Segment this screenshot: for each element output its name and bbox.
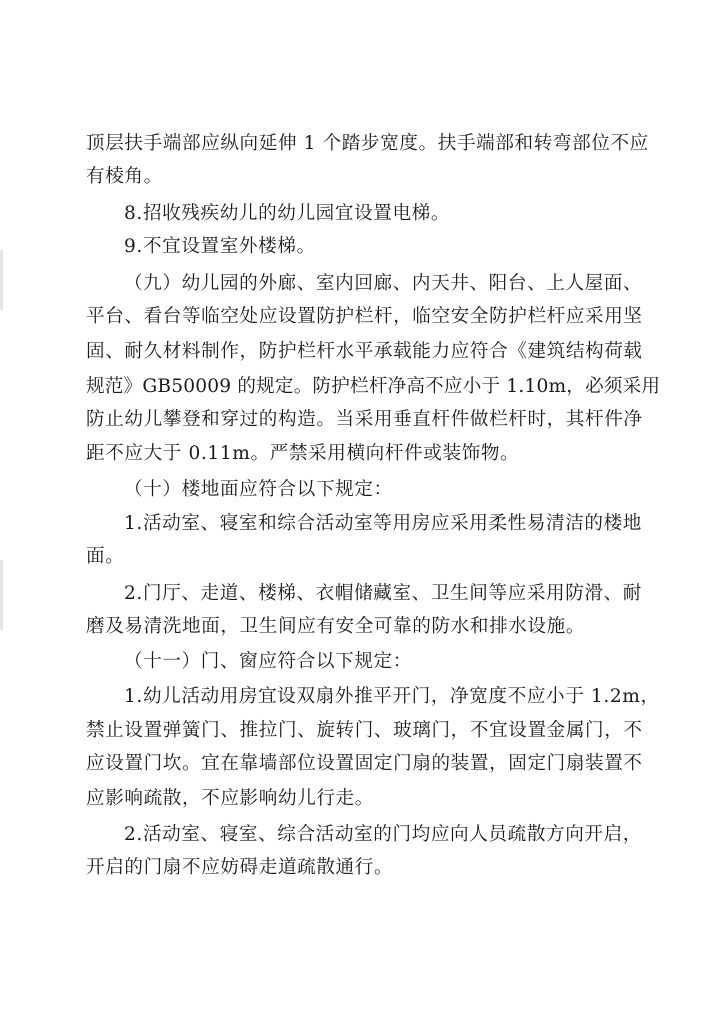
scan-edge-mark xyxy=(0,250,3,310)
text-line: 2.活动室、寝室、综合活动室的门均应向人员疏散方向开启， xyxy=(124,824,642,845)
text-line: 1.活动室、寝室和综合活动室等用房应采用柔性易清洁的楼地 xyxy=(124,513,642,534)
text-line: 平台、看台等临空处应设置防护栏杆，临空安全防护栏杆应采用坚 xyxy=(86,306,643,327)
text-line: 规范》GB50009 的规定。防护栏杆净高不应小于 1.10m，必须采用 xyxy=(86,376,661,397)
text-line: 磨及易清洗地面，卫生间应有安全可靠的防水和排水设施。 xyxy=(86,616,586,637)
text-line: 8.招收残疾幼儿的幼儿园宜设置电梯。 xyxy=(124,203,451,224)
text-line: 距不应大于 0.11m。严禁采用横向杆件或装饰物。 xyxy=(86,443,520,464)
text-line: 防止幼儿攀登和穿过的构造。当采用垂直杆件做栏杆时，其杆件净 xyxy=(86,409,643,430)
text-line: 1.幼儿活动用房宜设双扇外推平开门，净宽度不应小于 1.2m， xyxy=(124,686,660,707)
scan-edge-mark xyxy=(0,560,3,630)
text-line: 有棱角。 xyxy=(86,166,163,187)
text-line: 固、耐久材料制作，防护栏杆水平承载能力应符合《建筑结构荷载 xyxy=(86,341,643,362)
text-line: 9.不宜设置室外楼梯。 xyxy=(124,236,316,257)
text-line: 应设置门坎。宜在靠墙部位设置固定门扇的装置，固定门扇装置不 xyxy=(86,753,643,774)
text-line: 面。 xyxy=(86,546,125,567)
text-line: （九）幼儿园的外廊、室内回廊、内天井、阳台、上人屋面、 xyxy=(124,273,643,294)
text-line: （十一）门、窗应符合以下规定： xyxy=(124,651,412,672)
text-line: 2.门厅、走道、楼梯、衣帽储藏室、卫生间等应采用防滑、耐 xyxy=(124,583,642,604)
text-line: 应影响疏散，不应影响幼儿行走。 xyxy=(86,788,374,809)
text-line: 顶层扶手端部应纵向延伸 1 个踏步宽度。扶手端部和转弯部位不应 xyxy=(86,133,649,154)
text-line: （十）楼地面应符合以下规定： xyxy=(124,479,393,500)
text-line: 开启的门扇不应妨碍走道疏散通行。 xyxy=(86,857,394,878)
text-line: 禁止设置弹簧门、推拉门、旋转门、玻璃门，不宜设置金属门，不 xyxy=(86,720,643,741)
